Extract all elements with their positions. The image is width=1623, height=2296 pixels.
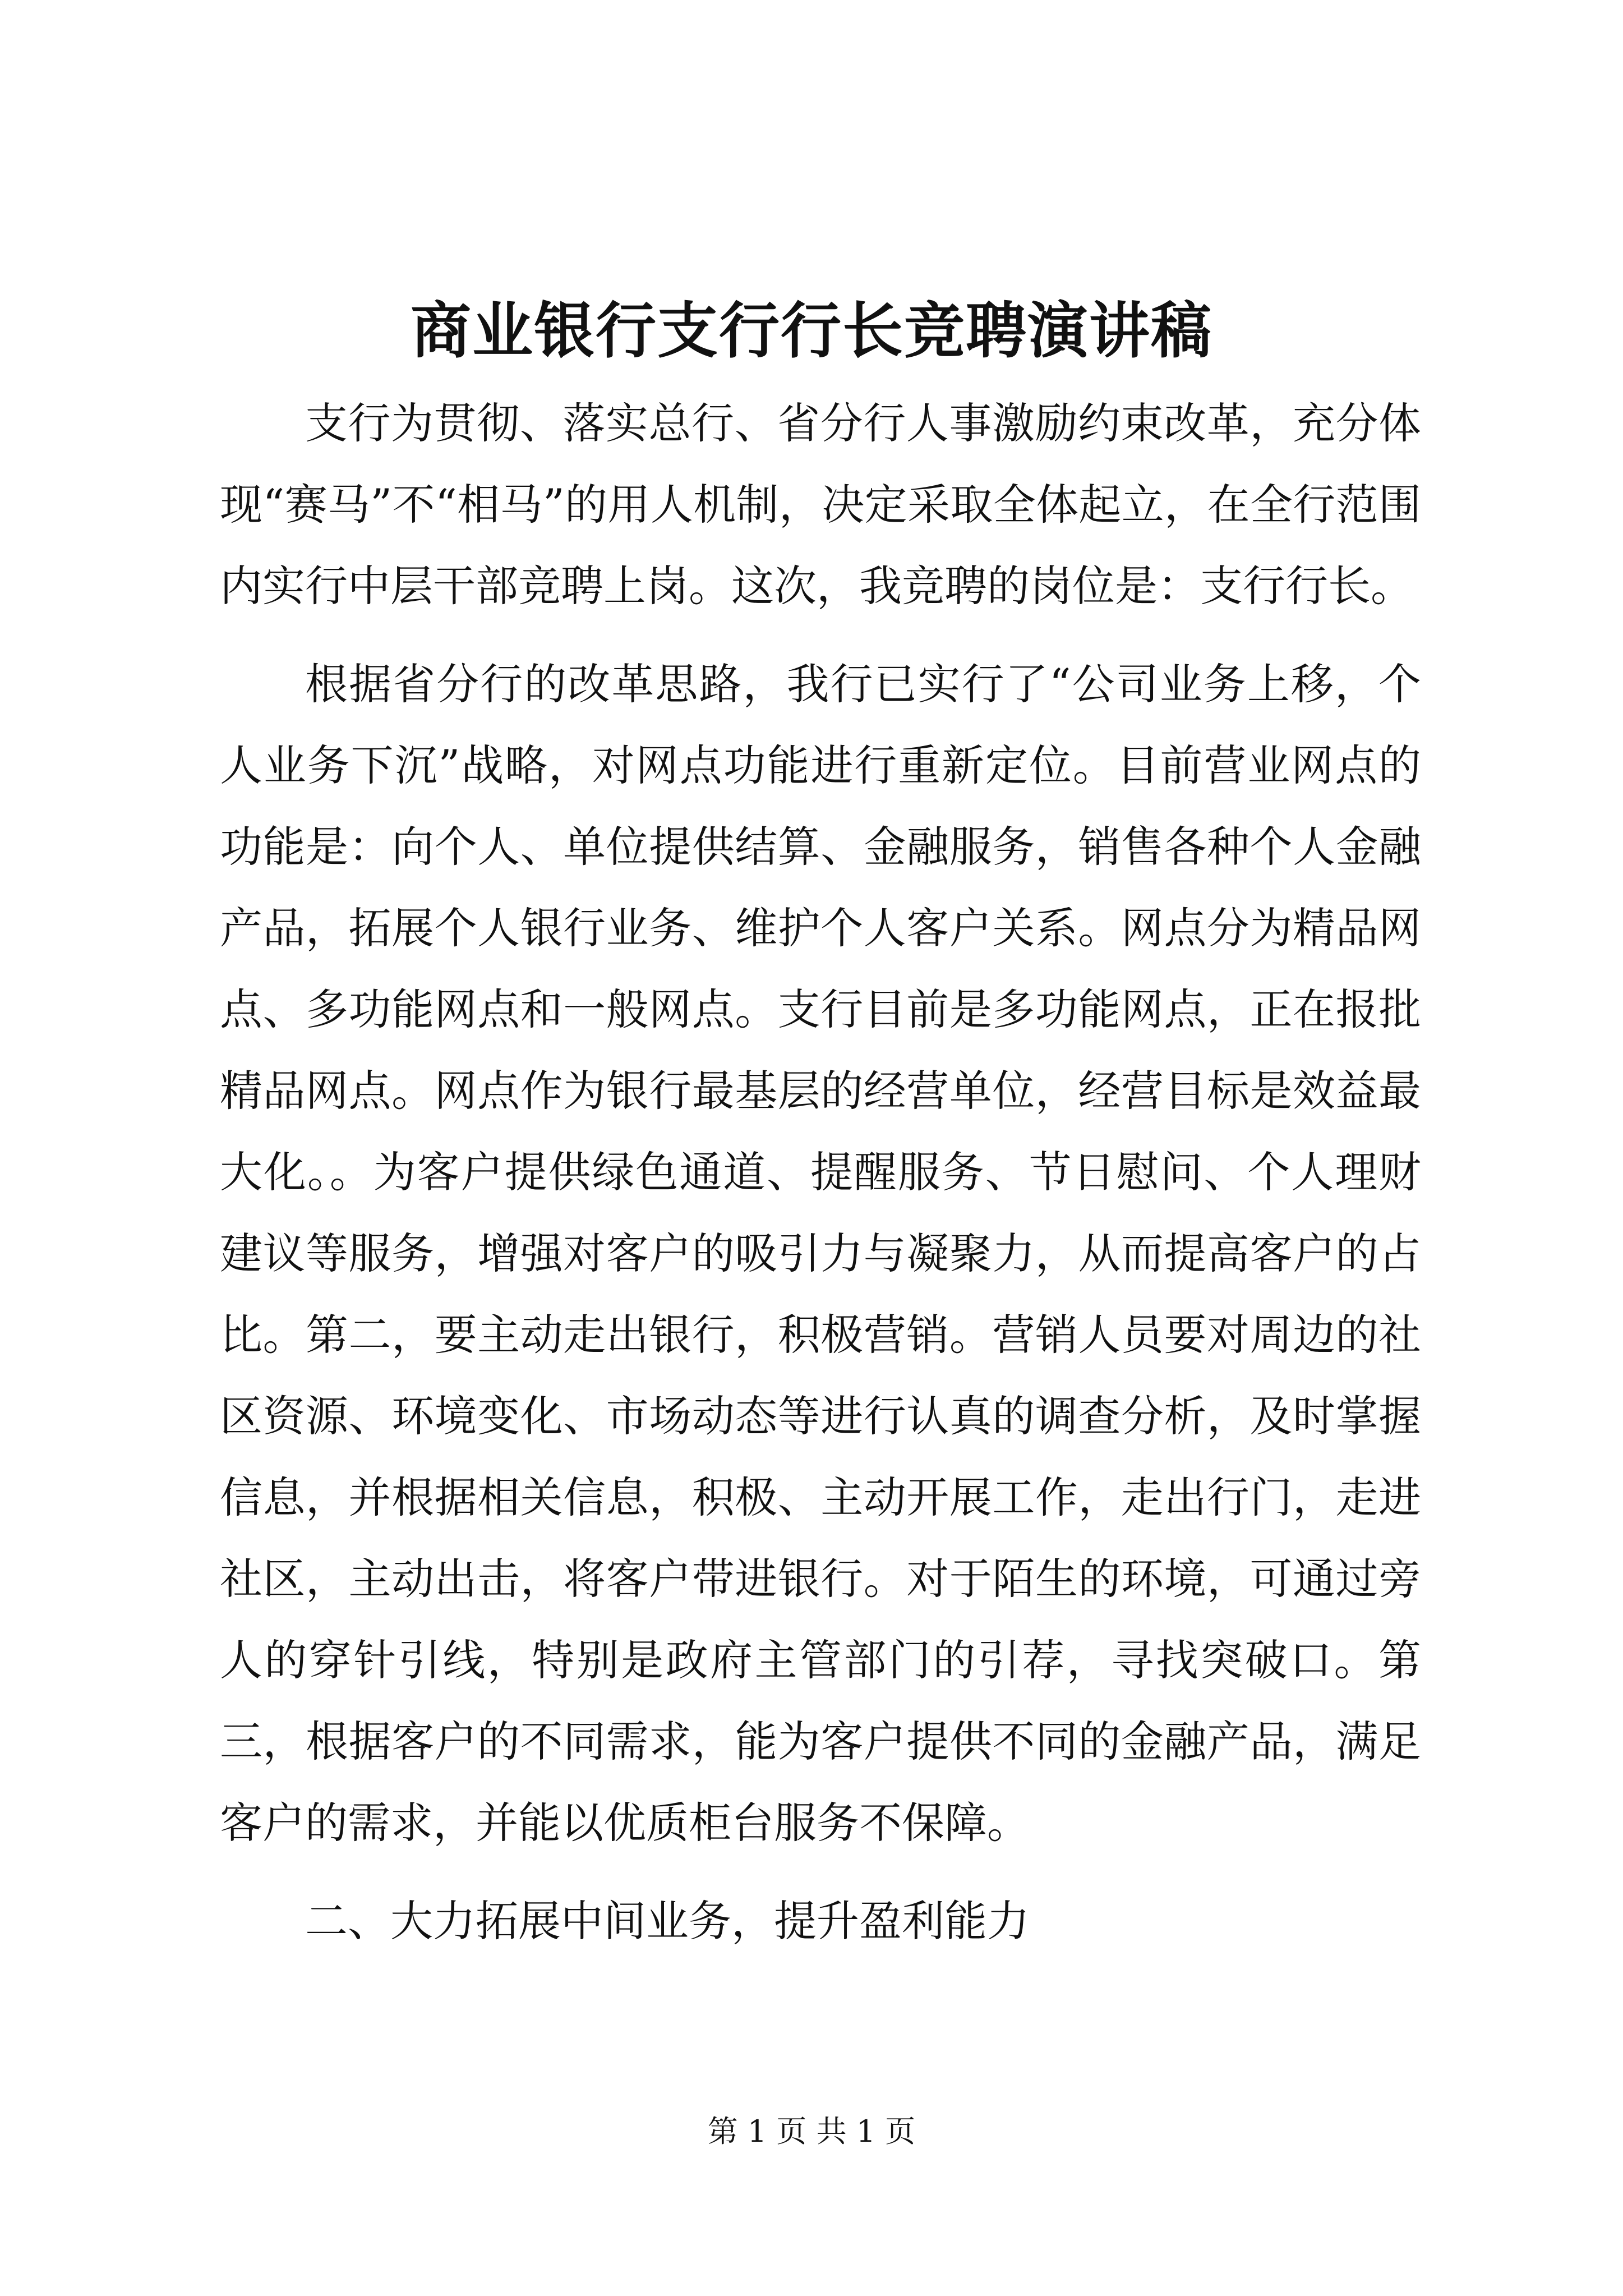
section-heading: 二、大力拓展中间业务，提升盈利能力 — [305, 1896, 1030, 1946]
paragraph-1: 支行为贯彻、落实总行、省分行人事激励约束改革，充分体现“赛马”不“相马”的用人机制，决定采取全体起立，在全行范围内实行中层干部竞聘上岗。这次，我竞聘的岗位是：支行行长。 — [220, 398, 1421, 611]
document-title: 商业银行支行行长竞聘演讲稿 — [410, 296, 1212, 366]
document-body — [220, 383, 1421, 1962]
paragraph-2: 根据省分行的改革思路，我行已实行了“公司业务上移，个人业务下沉”战略，对网点功能进行重新定位。目前营业网点的功能是：向个人、单位提供结算、金融服务，销售各种个人金融产品，拓展个人银行业务、维护个人客户关系。网点分为精品网点、多功能网点和一般网点。支行目前是多功能网点，正在报批精品网点。网点作为银行最基层的经营单位，经营目标是效益最大化。。为客户提供绿色通道、提醒服务、节日慰问、个人理财建议等服务，增强对客户的吸引力与凝聚力，从而提高客户的占比。第二，要主动走出银行，积极营销。营销人员要对周边的社区资源、环境变化、市场动态等进行认真的调查分析，及时掌握信息，并根据相关信息，积极、主动开展工作，走出行门，走进社区，主动出击，将客户带进银行。对于陌生的环境，可通过旁人的穿针引线，特别是政府主管部门的引荐，寻找突破口。第三，根据客户的不同需求，能为客户提供不同的金融产品，满足客户的需求，并能以优质柜台服务不保障。 — [220, 659, 1421, 1848]
page-footer: 第 1 页 共 1 页 — [707, 2114, 916, 2149]
